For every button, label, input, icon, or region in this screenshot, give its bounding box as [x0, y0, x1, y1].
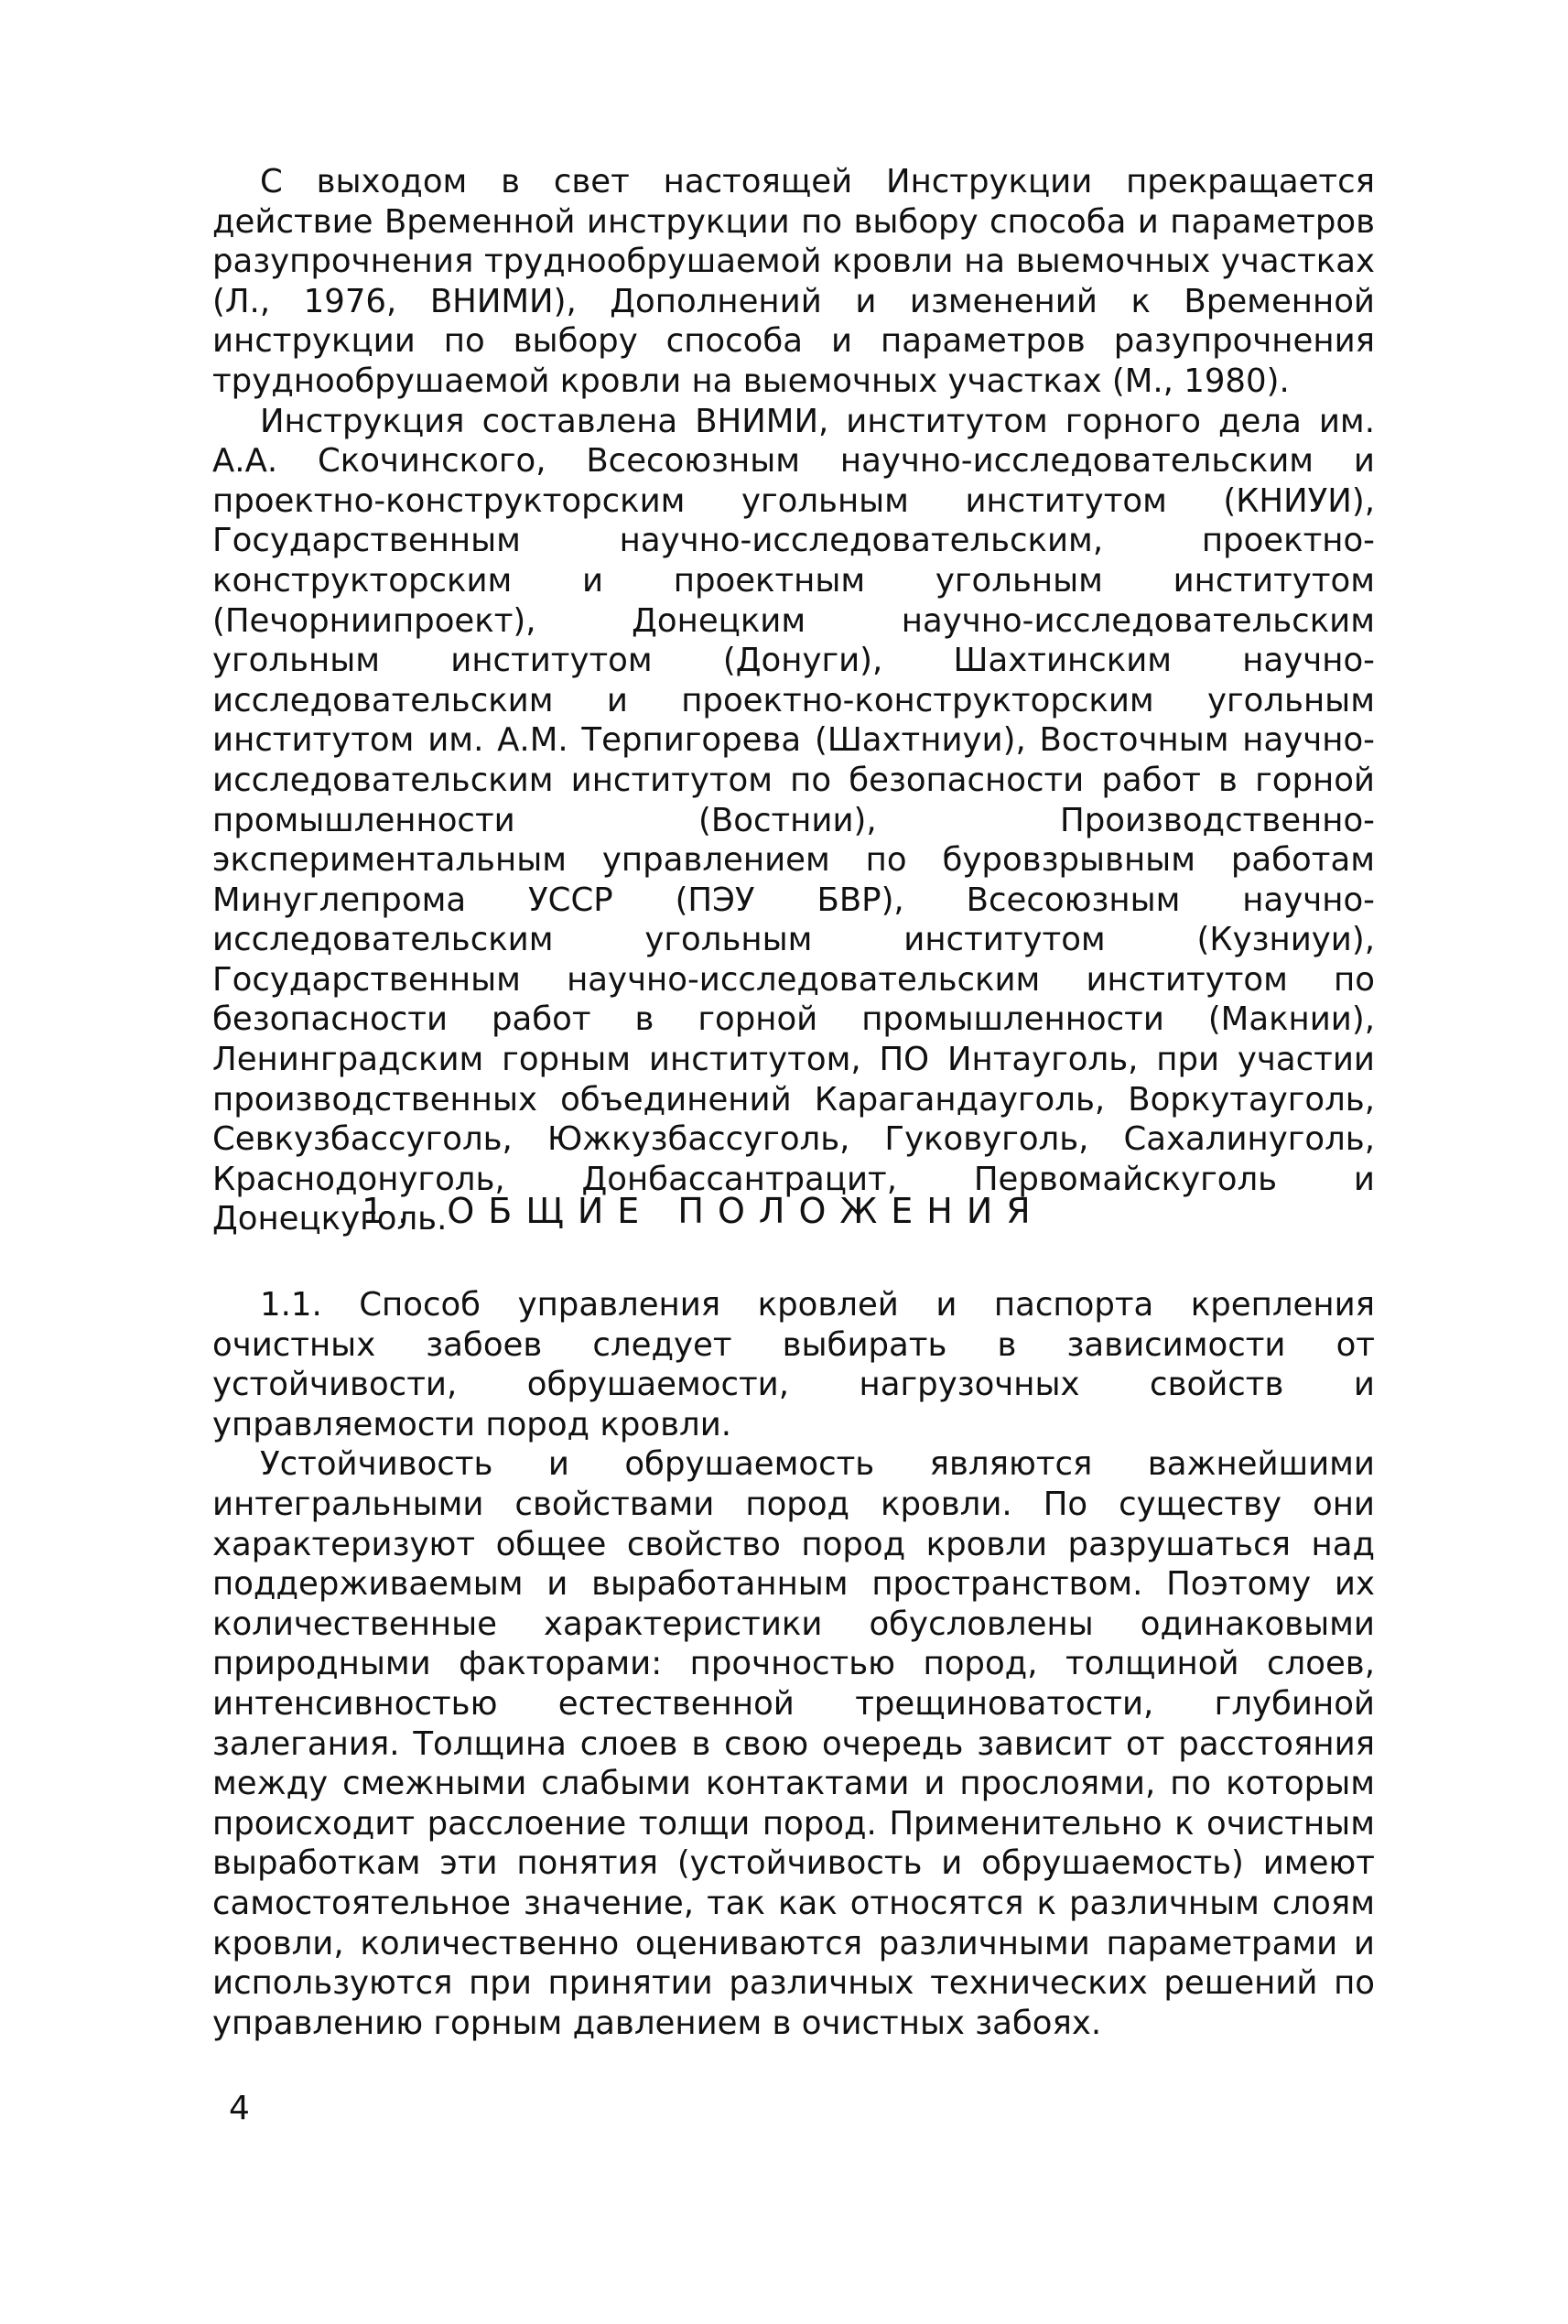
- section-heading: 1. ОБЩИЕ ПОЛОЖЕНИЯ: [362, 1191, 1044, 1231]
- page-number: 4: [229, 2090, 250, 2127]
- intro-paragraph-2: Инструкция составлена ВНИМИ, институтом горного дела им. А.А. Скочинского, Всесоюзным научно-исследовательским и проектно-конструкторским угольным институтом (КНИУИ), Государственным научно-исследовательским, проектно-конструкторским и проектным угольным институтом (Печорниипроект), Донецким научно-исследовательским угольным институтом (Донуги), Шахтинским научно-исследовательским и проектно-конструкторским угольным институтом им. А.М. Терпигорева (Шахтниуи), Восточным научно-исследовательским институтом по безопасности работ в горной промышленности (Востнии), Производственно-экспериментальным управлением по буровзрывным работам Минуглепрома УССР (ПЭУ БВР), Всесоюзным научно-исследовательским угольным институтом (Кузниуи), Государственным научно-исследовательским институтом по безопасности работ в горной промышленности (Макнии), Ленинградским горным институтом, ПО Интауголь, при участии производственных объединений Карагандауголь, Воркутауголь, Севкузбассуголь, Южкузбассуголь, Гуковуголь, Сахалинуголь, Краснодонуголь, Донбассантрацит, Первомайскуголь и Донецкуголь.: [212, 402, 1375, 1238]
- section-1-paragraph-1: 1.1. Способ управления кровлей и паспорта крепления очистных забоев следует выбирать в зависимости от устойчивости, обрушаемости, нагрузочных свойств и управляемости пород кровли.: [212, 1286, 1375, 1443]
- intro-paragraph-1: С выходом в свет настоящей Инструкции прекращается действие Временной инструкции по выбору способа и параметров разупрочнения труднообрушаемой кровли на выемочных участках (Л., 1976, ВНИМИ), Дополнений и изменений к Временной инструкции по выбору способа и параметров разупрочнения труднообрушаемой кровли на выемочных участках (М., 1980).: [212, 163, 1375, 400]
- section-1-body: [212, 1285, 1375, 2043]
- section-1-paragraph-2: Устойчивость и обрушаемость являются важнейшими интегральными свойствами пород кровли. По существу они характеризуют общее свойство пород кровли разрушаться над поддерживаемым и выработанным пространством. Поэтому их количественные характеристики обусловлены одинаковыми природными факторами: прочностью пород, толщиной слоев, интенсивностью естественной трещиноватости, глубиной залегания. Толщина слоев в свою очередь зависит от расстояния между смежными слабыми контактами и прослоями, по которым происходит расслоение толщи пород. Применительно к очистным выработкам эти понятия (устойчивость и обрушаемость) имеют самостоятельное значение, так как относятся к различным слоям кровли, количественно оцениваются различными параметрами и используются при принятии различных технических решений по управлению горным давлением в очистных забоях.: [212, 1445, 1375, 2042]
- intro-section: [212, 162, 1375, 1239]
